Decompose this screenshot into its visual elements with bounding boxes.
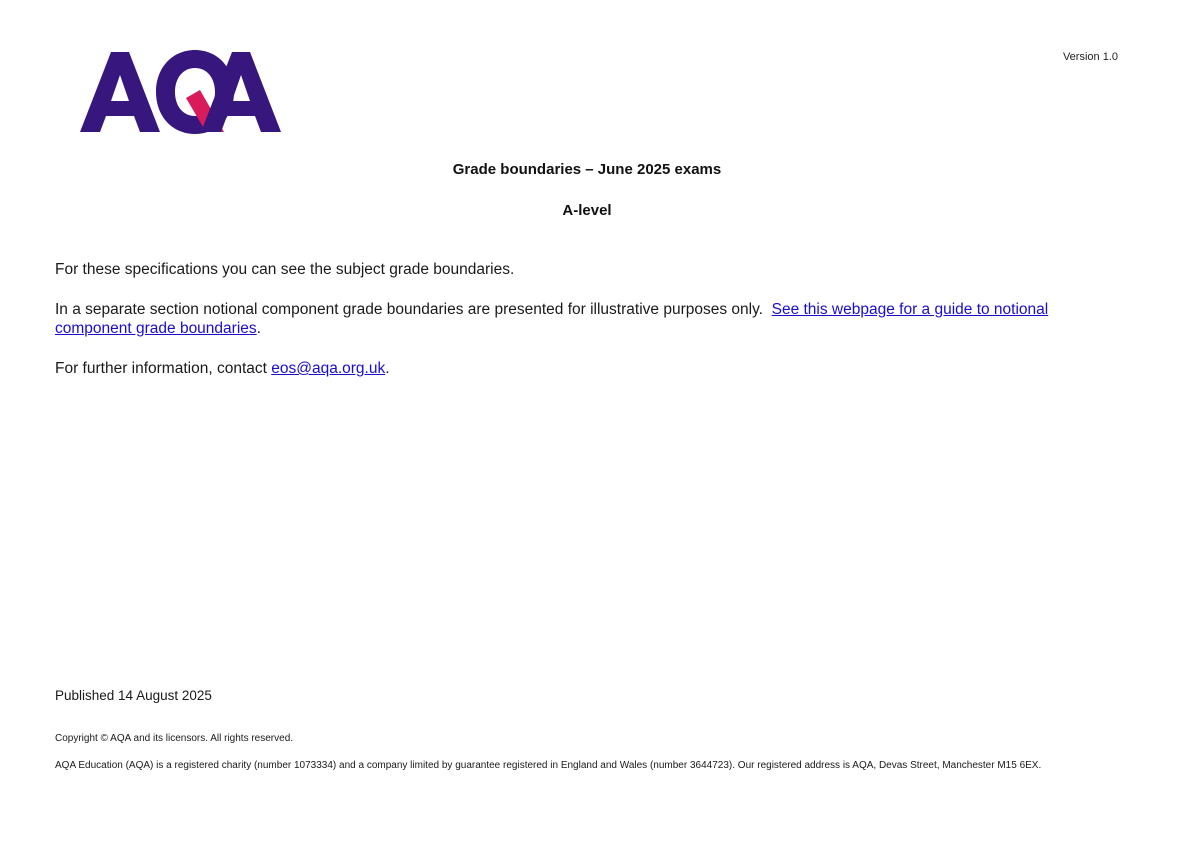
notional-end: . [256, 320, 261, 337]
contact-email-link[interactable]: eos@aqa.org.uk [271, 360, 386, 377]
copyright-notice: Copyright © AQA and its licensors. All rights reserved. [55, 733, 294, 744]
charity-notice: AQA Education (AQA) is a registered charity (number 1073334) and a company limited by guarantee registered in England and Wales (number 3644723). Our registered address is AQA, Devas Street, Manchester M15 6EX. [55, 760, 1042, 771]
aqa-logo-graphic [78, 48, 283, 136]
page-subtitle: A-level [562, 202, 612, 219]
contact-paragraph [55, 359, 1115, 378]
intro-paragraph [55, 260, 1115, 279]
version-label: Version 1.0 [1062, 51, 1118, 63]
published-date: Published 14 August 2025 [55, 688, 212, 703]
aqa-logo [78, 48, 283, 136]
notional-paragraph [55, 300, 1115, 338]
notional-guide-link[interactable]: See this webpage for a guide to notional component grade boundaries [55, 301, 1049, 337]
intro-text: For these specifications you can see the subject grade boundaries. [55, 261, 515, 278]
contact-end: . [385, 360, 390, 377]
notional-text: In a separate section notional component grade boundaries are presented for illustrative purposes only. [55, 301, 763, 318]
contact-text: For further information, contact [55, 360, 267, 377]
page-title: Grade boundaries – June 2025 exams [452, 161, 722, 178]
